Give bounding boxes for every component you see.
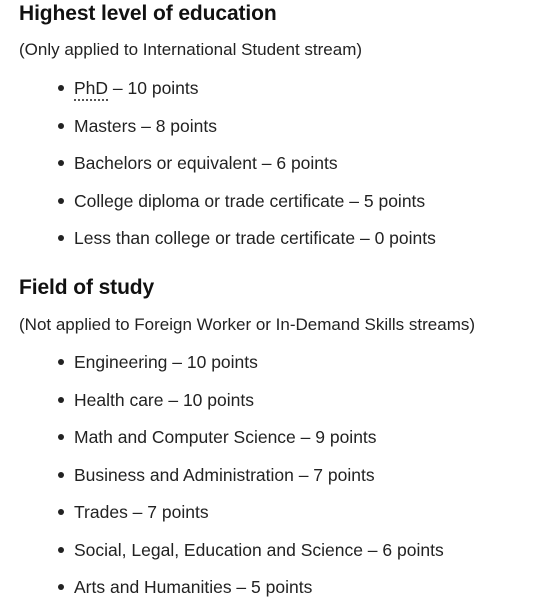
bullet-icon	[58, 434, 64, 440]
bullet-icon	[58, 584, 64, 590]
list-item	[0, 464, 533, 502]
list-item	[0, 576, 533, 614]
bullet-icon	[58, 160, 64, 166]
list-item-text: College diploma or trade certificate – 5 points	[74, 190, 426, 211]
bullet-icon	[58, 359, 64, 365]
list-item-text: Health care – 10 points	[74, 389, 254, 410]
education-list	[0, 77, 533, 265]
bullet-icon	[58, 547, 64, 553]
bullet-icon	[58, 472, 64, 478]
field-of-study-list	[0, 351, 533, 614]
bullet-icon	[58, 235, 64, 241]
list-item	[0, 77, 533, 115]
bullet-icon	[58, 198, 64, 204]
education-heading: Highest level of education	[19, 2, 277, 25]
list-item	[0, 426, 533, 464]
list-item-text: Engineering – 10 points	[74, 352, 258, 372]
list-item	[0, 539, 533, 577]
list-item-text: Arts and Humanities – 5 points	[74, 577, 313, 597]
list-item	[0, 351, 533, 389]
education-note: (Only applied to International Student stream)	[19, 40, 363, 59]
list-item-text: Trades – 7 points	[74, 502, 209, 522]
list-item	[0, 115, 533, 153]
list-item	[0, 501, 533, 539]
list-item-text: Math and Computer Science – 9 points	[74, 427, 377, 447]
list-item-text: Less than college or trade certificate – 0 points	[74, 228, 436, 248]
list-item	[0, 190, 533, 228]
list-item	[0, 227, 533, 265]
abbreviation-phd[interactable]: PhD	[74, 78, 108, 101]
bullet-icon	[58, 397, 64, 403]
list-item-text: Business and Administration – 7 points	[74, 464, 375, 485]
bullet-icon	[58, 509, 64, 515]
field-of-study-note: (Not applied to Foreign Worker or In-Demand Skills streams)	[19, 315, 476, 334]
bullet-icon	[58, 123, 64, 129]
list-item	[0, 389, 533, 427]
list-item-text: Social, Legal, Education and Science – 6 points	[74, 539, 444, 560]
list-item	[0, 152, 533, 190]
list-item-text: Masters – 8 points	[74, 115, 217, 136]
list-item-text: – 10 points	[108, 78, 199, 98]
bullet-icon	[58, 85, 64, 91]
field-of-study-heading: Field of study	[19, 276, 155, 299]
list-item-text: Bachelors or equivalent – 6 points	[74, 153, 338, 173]
